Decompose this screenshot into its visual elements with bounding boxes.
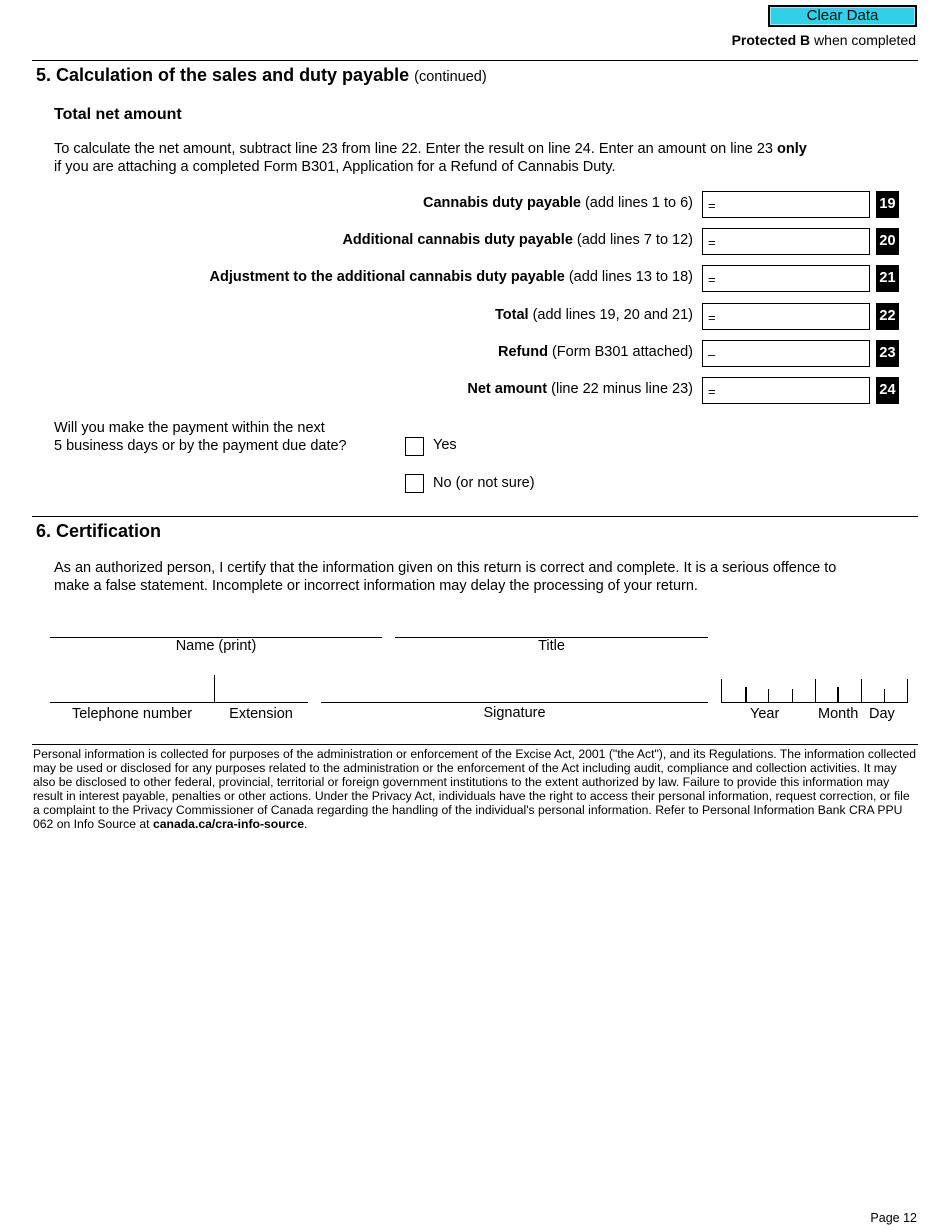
month-label: Month	[818, 706, 859, 722]
section-5-title	[36, 65, 487, 86]
line-22-input[interactable]: =	[702, 303, 870, 330]
year-label: Year	[750, 706, 780, 722]
line-24-label: Net amount (line 22 minus line 23)	[467, 381, 693, 397]
section-6-title: 6. Certification	[36, 521, 162, 541]
protected-b-label: Protected B	[731, 32, 811, 48]
line-22-label: Total (add lines 19, 20 and 21)	[494, 307, 693, 323]
line-19-number: 19	[876, 191, 899, 218]
line-23-number: 23	[876, 340, 899, 367]
field-divider	[214, 675, 215, 703]
instructions-bold: only	[777, 141, 807, 157]
section-5-title-suffix: (continued)	[414, 69, 487, 85]
line-21-label: Adjustment to the additional cannabis duty payable (add lines 13 to 18)	[209, 269, 693, 285]
payment-question-line-2: 5 business days or by the payment due date?	[54, 438, 347, 454]
line-24-number: 24	[876, 377, 899, 404]
date-tick	[721, 679, 722, 703]
info-source-link[interactable]: canada.ca/cra-info-source	[152, 817, 304, 831]
section-5-title-text: 5. Calculation of the sales and duty payable	[36, 65, 410, 85]
extension-label: Extension	[229, 706, 293, 722]
date-tick	[745, 687, 747, 703]
date-tick	[768, 689, 769, 703]
line-24-input[interactable]: =	[702, 377, 870, 404]
section-divider	[32, 60, 918, 61]
line-23-input[interactable]: –	[702, 340, 870, 367]
clear-data-button[interactable]: Clear Data	[768, 5, 917, 27]
protected-b-suffix: when completed	[810, 32, 916, 48]
instructions-text-a: To calculate the net amount, subtract line 23 from line 22. Enter the result on line 24. Enter an amount on line 23	[54, 141, 778, 157]
protected-b-notice	[732, 32, 916, 48]
line-22-number: 22	[876, 303, 899, 330]
privacy-divider	[32, 744, 918, 745]
date-field[interactable]	[721, 679, 908, 703]
line-19-input[interactable]: =	[702, 191, 870, 218]
name-label: Name (print)	[175, 638, 257, 654]
certification-statement	[54, 559, 924, 595]
line-21-number: 21	[876, 265, 899, 292]
payment-no-checkbox[interactable]	[405, 474, 424, 493]
line-19-label: Cannabis duty payable (add lines 1 to 6)	[423, 195, 693, 211]
net-amount-instructions	[54, 140, 914, 176]
certification-statement-line-2: make a false statement. Incomplete or incorrect information may delay the processing of your return.	[54, 578, 698, 594]
line-23-label: Refund (Form B301 attached)	[497, 344, 693, 360]
signature-label: Signature	[483, 705, 546, 721]
date-tick	[815, 679, 816, 703]
instructions-text-b: if you are attaching a completed Form B301, Application for a Refund of Cannabis Duty.	[54, 159, 616, 175]
date-tick	[837, 687, 839, 703]
section-divider	[32, 516, 918, 517]
title-label: Title	[538, 638, 565, 654]
total-net-amount-heading: Total net amount	[54, 106, 182, 123]
signature-field[interactable]	[321, 702, 708, 703]
privacy-text: Personal information is collected for purposes of the administration or enforcement of the Excise Act, 2001 ("the Act"), and its Regulations. The information collected may be used or disclosed for any purposes related to the administration or the enforcement of the Act including audit, compliance and collection activities. It may also be disclosed to other federal, provincial, territorial or foreign government institutions to the extent authorized by law. Failure to provide this information may result in interest payable, penalties or other actions. Under the Privacy Act, individuals have the right to access their personal information, request correction, or file a complaint to the Privacy Commissioner of Canada regarding the handling of the individual's personal information. Refer to Personal Information Bank CRA PPU 062 on Info Source at	[33, 747, 917, 831]
payment-yes-label: Yes	[433, 437, 457, 453]
date-tick	[861, 679, 862, 703]
payment-question	[54, 419, 347, 455]
extension-field[interactable]	[214, 702, 308, 703]
telephone-field[interactable]	[50, 702, 214, 703]
line-20-number: 20	[876, 228, 899, 255]
payment-yes-checkbox[interactable]	[405, 437, 424, 456]
page-number: Page 12	[870, 1211, 917, 1225]
line-21-input[interactable]: =	[702, 265, 870, 292]
privacy-notice: Personal information is collected for purposes of the administration or enforcement of the Excise Act, 2001 ("the Act"), and its Regulations. The information collected may be used or disclosed for any purposes related to the administration or the enforcement of the Act including audit, compliance and collection activities. It may also be disclosed to other federal, provincial, territorial or foreign government institutions to the extent authorized by law. Failure to provide this information may result in interest payable, penalties or other actions. Under the Privacy Act, individuals have the right to access their personal information, request correction, or file a complaint to the Privacy Commissioner of Canada regarding the handling of the individual's personal information. Refer to Personal Information Bank CRA PPU 062 on Info Source at canada.ca/cra-info-source.	[33, 747, 917, 831]
telephone-label: Telephone number	[71, 706, 193, 722]
date-tick	[884, 689, 885, 703]
certification-statement-line-1: As an authorized person, I certify that the information given on this return is correct and complete. It is a serious offence to	[54, 560, 837, 576]
payment-question-line-1: Will you make the payment within the next	[54, 420, 325, 436]
payment-no-label: No (or not sure)	[433, 475, 535, 491]
line-20-input[interactable]: =	[702, 228, 870, 255]
date-tick	[792, 689, 793, 703]
date-tick	[907, 679, 908, 703]
day-label: Day	[869, 706, 895, 722]
line-20-label: Additional cannabis duty payable (add lines 7 to 12)	[342, 232, 693, 248]
